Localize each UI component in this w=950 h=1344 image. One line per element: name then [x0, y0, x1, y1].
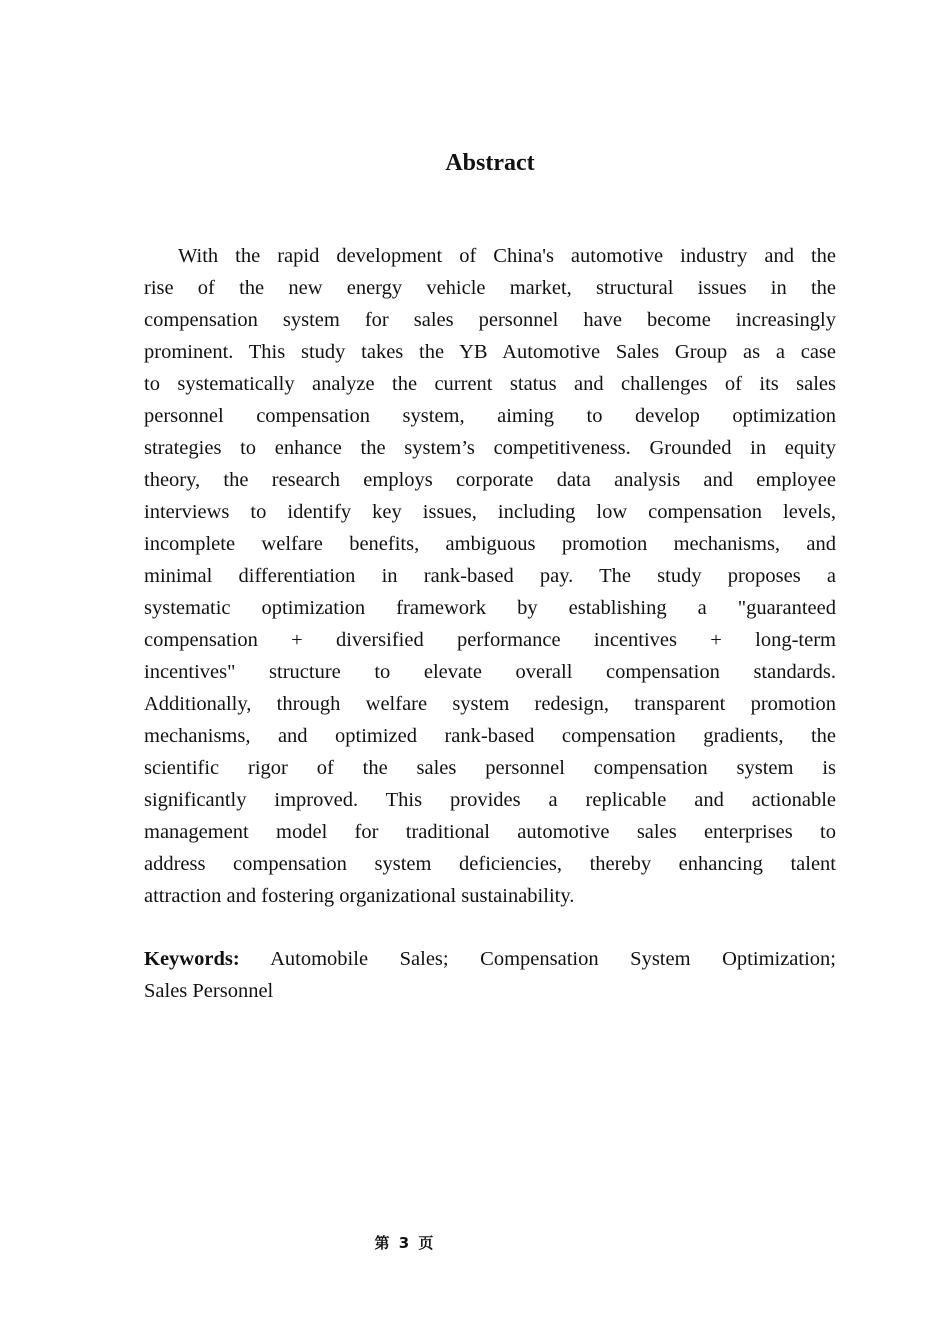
abstract-line: theory, the research employs corporate data analysis and employee — [144, 469, 836, 491]
abstract-line: management model for traditional automotive sales enterprises to — [144, 821, 836, 843]
abstract-line: incomplete welfare benefits, ambiguous promotion mechanisms, and — [144, 533, 836, 555]
abstract-line: mechanisms, and optimized rank-based compensation gradients, the — [144, 725, 836, 747]
abstract-line: to systematically analyze the current status and challenges of its sales — [144, 373, 836, 395]
abstract-line: personnel compensation system, aiming to develop optimization — [144, 405, 836, 427]
abstract-line: significantly improved. This provides a replicable and actionable — [144, 789, 836, 811]
page-number: 第 3 页 — [374, 1234, 434, 1252]
keywords-line-1 — [144, 943, 836, 975]
abstract-line: strategies to enhance the system’s competitiveness. Grounded in equity — [144, 437, 836, 459]
keywords-text: Automobile Sales; Compensation System Optimization; — [270, 948, 836, 970]
abstract-line: scientific rigor of the sales personnel compensation system is — [144, 757, 836, 779]
abstract-line: address compensation system deficiencies, thereby enhancing talent — [144, 853, 836, 875]
abstract-line: rise of the new energy vehicle market, structural issues in the — [144, 277, 836, 299]
abstract-line: compensation + diversified performance incentives + long-term — [144, 629, 836, 651]
abstract-line: interviews to identify key issues, including low compensation levels, — [144, 501, 836, 523]
abstract-line: minimal differentiation in rank-based pay. The study proposes a — [144, 565, 836, 587]
page-title: Abstract — [445, 150, 535, 176]
abstract-line: incentives" structure to elevate overall compensation standards. — [144, 661, 836, 683]
abstract-line: Additionally, through welfare system redesign, transparent promotion — [144, 693, 836, 715]
keywords-label: Keywords: — [144, 948, 240, 970]
abstract-line: attraction and fostering organizational sustainability. — [144, 885, 575, 907]
keywords-section — [144, 943, 836, 1007]
abstract-body — [144, 240, 836, 912]
keywords-line-2: Sales Personnel — [144, 980, 274, 1002]
abstract-line: systematic optimization framework by establishing a "guaranteed — [144, 597, 836, 619]
abstract-line: compensation system for sales personnel have become increasingly — [144, 309, 836, 331]
abstract-line: prominent. This study takes the YB Automotive Sales Group as a case — [144, 341, 836, 363]
abstract-line: With the rapid development of China's automotive industry and the — [178, 245, 836, 267]
